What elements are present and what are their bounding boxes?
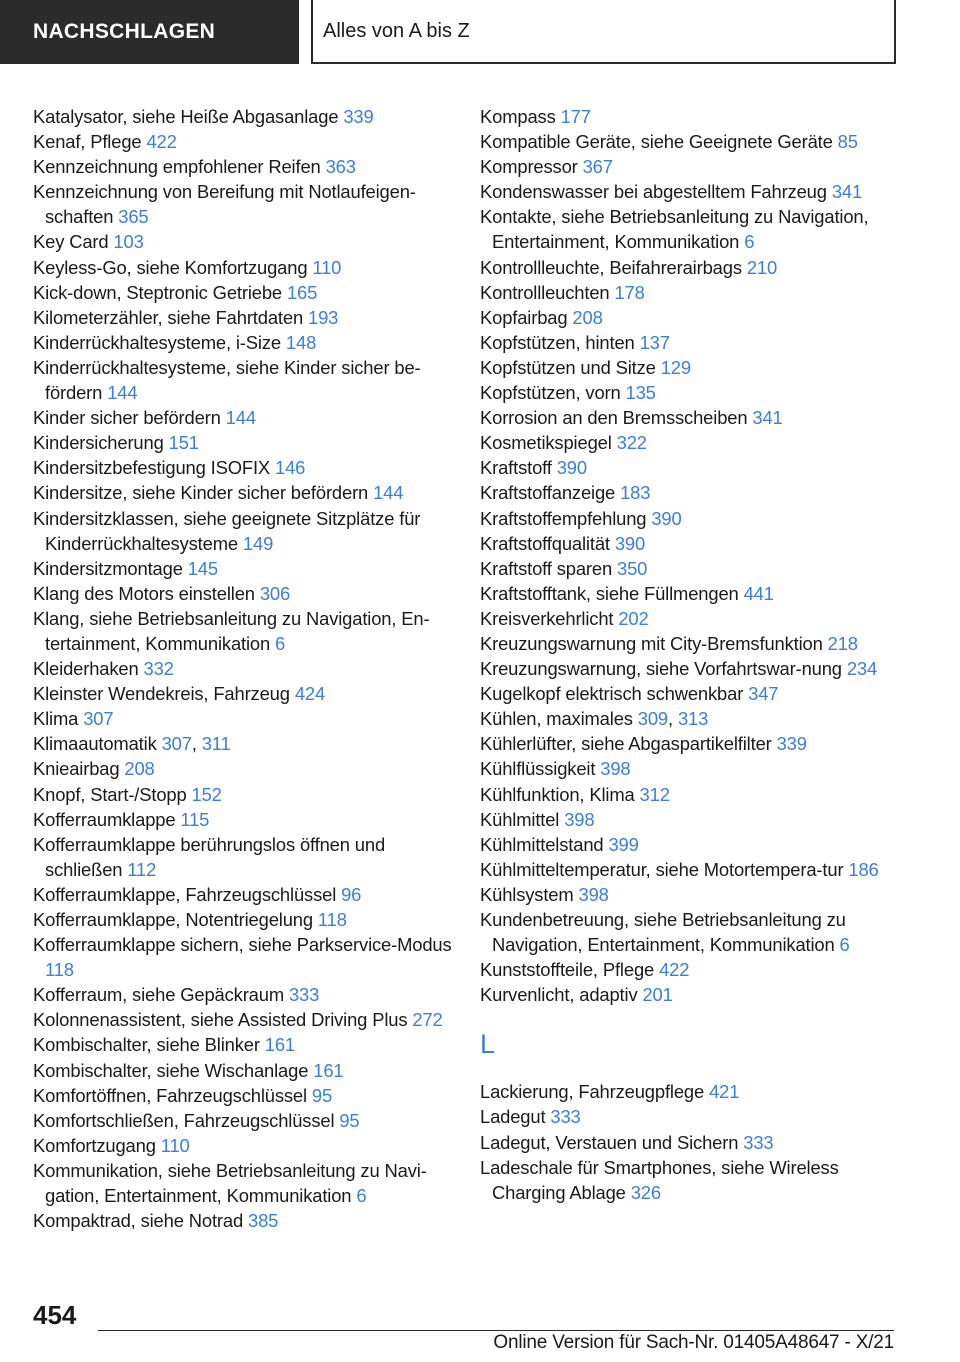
index-term: Kofferraumklappe, Notentriegelung — [33, 909, 318, 930]
index-entry — [480, 305, 910, 330]
index-entry — [33, 982, 463, 1007]
page-link[interactable]: 210 — [746, 256, 778, 278]
page-link[interactable]: 422 — [146, 131, 177, 153]
index-term: Kinderrückhaltesysteme, i-Size — [33, 331, 286, 353]
page-link[interactable]: 165 — [286, 281, 318, 303]
index-term: Kühlen, maximales — [480, 708, 638, 730]
index-term: Kofferraum, siehe Gepäckraum — [33, 984, 289, 1006]
index-term: Knieairbag — [33, 758, 125, 780]
index-entry — [33, 355, 463, 405]
page-link[interactable]: 6 — [839, 934, 850, 956]
index-term: Kühlfunktion, Klima — [480, 783, 640, 805]
page-link[interactable]: 115 — [180, 808, 210, 830]
page-link[interactable]: 398 — [600, 758, 631, 780]
page-link[interactable]: 341 — [831, 181, 863, 203]
index-entry — [33, 807, 463, 832]
index-entry — [33, 179, 463, 229]
page-link[interactable]: 347 — [748, 683, 779, 705]
page-link[interactable]: 312 — [639, 783, 670, 805]
index-term: Kontrollleuchte, Beifahrerairbags — [480, 256, 747, 278]
index-term: Kilometerzähler, siehe Fahrtdaten — [33, 306, 308, 328]
index-term: Kraftstoffempfehlung — [480, 507, 652, 529]
page-link[interactable]: 112 — [127, 858, 157, 880]
index-term: Kinder sicher befördern — [33, 407, 226, 429]
index-entry — [33, 129, 463, 154]
index-term: Klimaautomatik — [33, 733, 162, 755]
index-entry — [480, 756, 910, 781]
index-term: Kraftstofftank, siehe Füllmengen — [480, 582, 744, 604]
index-term: Kraftstoff — [480, 457, 557, 479]
page-link[interactable]: 390 — [614, 532, 646, 554]
index-entry — [480, 104, 910, 129]
page-link[interactable]: 234 — [846, 658, 878, 680]
index-entry — [33, 480, 463, 505]
index-term: Kühlflüssigkeit — [480, 758, 601, 780]
page-link[interactable]: 367 — [582, 156, 613, 178]
page-link[interactable]: 398 — [578, 883, 609, 905]
index-entry — [480, 531, 910, 556]
index-term: Kommunikation, siehe Betriebsanleitung zu Navi-gation, Entertainment, Kommunikation — [33, 1159, 427, 1207]
page-link[interactable]: 313 — [677, 708, 709, 730]
index-entry — [33, 506, 463, 556]
index-entry — [33, 1158, 463, 1208]
page-link[interactable]: 177 — [560, 106, 591, 127]
page-link[interactable]: 129 — [660, 356, 691, 378]
index-term: Kopfstützen und Sitze — [480, 356, 661, 378]
index-term: Kühlerlüfter, siehe Abgaspartikelfilter — [480, 733, 777, 755]
page-link[interactable]: 96 — [341, 883, 362, 905]
index-entry — [33, 907, 463, 932]
index-entry — [480, 204, 910, 254]
index-term: Kindersitzmontage — [33, 557, 188, 579]
page-link[interactable]: 441 — [743, 582, 774, 604]
index-term: Kofferraumklappe berührungslos öffnen und schließen — [33, 833, 386, 880]
page-link[interactable]: 110 — [312, 256, 342, 278]
index-entry — [480, 280, 910, 305]
index-term: Kompaktrad, siehe Notrad — [33, 1210, 249, 1232]
page-link[interactable]: 6 — [275, 632, 286, 654]
index-term: Kompressor — [480, 156, 583, 178]
page-link[interactable]: 322 — [616, 432, 647, 454]
index-term: Kühlmittel — [480, 808, 565, 830]
index-term: Lackierung, Fahrzeugpflege — [480, 1081, 710, 1103]
index-entry — [33, 430, 463, 455]
index-entry — [480, 581, 910, 606]
page-link[interactable]: 149 — [242, 532, 274, 554]
index-term: Kindersitzbefestigung ISOFIX — [33, 457, 276, 479]
index-term: Ladegut, Verstauen und Sichern — [480, 1131, 744, 1153]
page-link[interactable]: 145 — [187, 557, 218, 579]
index-term: Kolonnenassistent, siehe Assisted Driving Plus — [33, 1009, 413, 1031]
index-term: Katalysator, siehe Heiße Abgasanlage — [33, 106, 344, 127]
page-link[interactable]: 398 — [564, 808, 595, 830]
index-term: Keyless-Go, siehe Komfortzugang — [33, 256, 313, 278]
index-entry — [33, 1208, 463, 1233]
index-term: Kraftstoff sparen — [480, 557, 618, 579]
footer-divider — [98, 1330, 894, 1331]
index-entry — [33, 832, 463, 882]
page-link[interactable]: 350 — [617, 557, 648, 579]
index-term: Kosmetikspiegel — [480, 432, 617, 454]
page-link[interactable]: 399 — [608, 833, 639, 855]
index-entry — [480, 179, 910, 204]
page-link[interactable]: 135 — [625, 382, 656, 404]
chapter-title: Alles von A bis Z — [311, 0, 896, 64]
index-entry — [33, 255, 463, 280]
page-link[interactable]: 385 — [248, 1210, 279, 1232]
index-term: Klang des Motors einstellen — [33, 582, 260, 604]
index-entry — [33, 706, 463, 731]
page-link[interactable]: 272 — [412, 1009, 443, 1031]
page-link[interactable]: 95 — [311, 1084, 333, 1106]
page-link[interactable]: 390 — [556, 457, 587, 479]
index-entry — [33, 556, 463, 581]
index-column-left — [33, 104, 463, 1233]
index-term: Kompass — [480, 106, 561, 127]
index-term: Key Card — [33, 231, 114, 253]
index-entry — [33, 280, 463, 305]
index-entry — [480, 1104, 910, 1129]
page-link[interactable]: 341 — [752, 407, 783, 429]
index-entry — [480, 129, 910, 154]
index-entry — [480, 782, 910, 807]
page-link[interactable]: 307 — [83, 708, 114, 730]
index-entry — [480, 606, 910, 631]
index-entry — [480, 1130, 910, 1155]
page-link[interactable]: 6 — [356, 1185, 367, 1207]
index-entry — [33, 656, 463, 681]
index-entry — [33, 882, 463, 907]
index-entry — [480, 1155, 910, 1205]
index-entry — [33, 405, 463, 430]
index-term: Kondenswasser bei abgestelltem Fahrzeug — [480, 181, 832, 203]
index-term: Kundenbetreuung, siehe Betriebsanleitung zu Navigation, Entertainment, Kommunikation — [480, 909, 846, 956]
page-link[interactable]: 137 — [639, 331, 670, 353]
page-link[interactable]: 333 — [743, 1131, 774, 1153]
page-link[interactable]: 144 — [225, 407, 256, 429]
index-term: Komfortschließen, Fahrzeugschlüssel — [33, 1109, 340, 1131]
index-term: Kofferraumklappe — [33, 808, 181, 830]
index-term: Kreisverkehrlicht — [480, 607, 619, 629]
index-term: Kleinster Wendekreis, Fahrzeug — [33, 683, 295, 705]
index-term: Kunststoffteile, Pflege — [480, 959, 660, 981]
page-link[interactable]: 201 — [642, 984, 673, 1006]
page-link[interactable]: 363 — [325, 156, 356, 178]
index-term: Kick-down, Steptronic Getriebe — [33, 281, 287, 303]
page-link[interactable]: 144 — [373, 482, 404, 504]
index-term: Knopf, Start-/Stopp — [33, 783, 192, 805]
page-number: 454 — [33, 1300, 77, 1330]
index-entry — [33, 932, 463, 982]
page-link[interactable]: 178 — [614, 281, 645, 303]
index-term: Kühlmittelstand — [480, 833, 609, 855]
index-entry: Kühlen, maximales 309, 313 — [480, 708, 709, 730]
page-link[interactable]: 146 — [275, 457, 306, 479]
page-link[interactable]: 183 — [620, 482, 651, 504]
index-term: Kopfstützen, vorn — [480, 382, 626, 404]
index-term: Klima — [33, 708, 84, 730]
footer-version: Online Version für Sach-Nr. 01405A48647 - X/21 — [493, 1332, 894, 1353]
index-term: Kindersicherung — [33, 432, 169, 454]
index-term: Kindersitzklassen, siehe geeignete Sitzplätze für Kinderrückhaltesysteme — [33, 507, 421, 554]
index-entry — [33, 1108, 463, 1133]
page-link[interactable]: 390 — [651, 507, 682, 529]
page-link[interactable]: 333 — [550, 1106, 581, 1128]
index-entry — [480, 731, 910, 756]
page-link[interactable]: 152 — [191, 783, 222, 805]
page-link[interactable]: 309 — [637, 708, 669, 730]
index-term: Kinderrückhaltesysteme, siehe Kinder sicher be-fördern — [33, 356, 421, 404]
index-entry — [33, 581, 463, 606]
index-entry — [480, 982, 910, 1007]
index-entry — [480, 1079, 910, 1104]
page-link[interactable]: 110 — [160, 1134, 190, 1156]
index-entry — [33, 606, 463, 656]
page-link[interactable]: 218 — [827, 632, 858, 654]
index-entry — [480, 832, 910, 857]
index-term: Kopfairbag — [480, 306, 573, 328]
index-entry — [33, 154, 463, 179]
index-entry — [480, 681, 910, 706]
index-entry — [480, 330, 910, 355]
page-link[interactable]: 186 — [848, 858, 879, 880]
index-entry — [33, 455, 463, 480]
page-link[interactable]: 365 — [118, 206, 149, 228]
index-entry — [480, 506, 910, 531]
index-term: Kreuzungswarnung, siehe Vorfahrtswar-nung — [480, 658, 847, 680]
index-term: Kühlmitteltemperatur, siehe Motortempera-tur — [480, 858, 849, 880]
index-entry — [480, 154, 910, 179]
page-header — [0, 0, 960, 64]
page-link[interactable]: 311 — [201, 733, 231, 755]
index-term: Kofferraumklappe, Fahrzeugschlüssel — [33, 883, 342, 905]
page-link[interactable]: 202 — [618, 607, 649, 629]
page-link[interactable]: 306 — [259, 582, 291, 604]
page-link[interactable]: 151 — [168, 432, 199, 454]
page-link[interactable]: 148 — [285, 331, 317, 353]
index-entry — [33, 1032, 463, 1057]
index-entry — [33, 782, 463, 807]
index-term: Kleiderhaken — [33, 658, 144, 680]
index-term: Kennzeichnung von Bereifung mit Notlaufeigen-schaften — [33, 181, 416, 228]
index-term: Kombischalter, siehe Blinker — [33, 1034, 265, 1056]
index-entry — [480, 405, 910, 430]
index-entry — [480, 480, 910, 505]
index-entry — [480, 882, 910, 907]
page-link[interactable]: 421 — [709, 1081, 740, 1103]
page-link[interactable]: 333 — [288, 984, 320, 1006]
index-entry: Klimaautomatik 307, 311 — [33, 733, 231, 755]
index-term: Kugelkopf elektrisch schwenkbar — [480, 683, 749, 705]
page-link[interactable]: 339 — [343, 106, 374, 127]
page-link[interactable]: 118 — [317, 909, 347, 930]
index-term: Klang, siehe Betriebsanleitung zu Navigation, En-tertainment, Kommunikation — [33, 607, 430, 654]
index-term: Kennzeichnung empfohlener Reifen — [33, 156, 326, 178]
index-term: Kompatible Geräte, siehe Geeignete Geräte — [480, 131, 838, 153]
index-entry — [33, 229, 463, 254]
index-term: Ladeschale für Smartphones, siehe Wireless Charging Ablage — [480, 1156, 839, 1203]
index-entry — [33, 1133, 463, 1158]
index-entry — [480, 631, 910, 656]
index-term: Kontrollleuchten — [480, 281, 615, 303]
index-term: Korrosion an den Bremsscheiben — [480, 407, 753, 429]
index-entry — [480, 857, 910, 882]
page-link[interactable]: 144 — [107, 382, 138, 404]
index-entry — [480, 430, 910, 455]
index-term: Kombischalter, siehe Wischanlage — [33, 1059, 314, 1081]
page-link[interactable]: 95 — [339, 1109, 360, 1131]
index-entry — [480, 455, 910, 480]
section-letter: L — [480, 1029, 496, 1060]
index-entry — [33, 104, 463, 129]
index-entry — [480, 656, 910, 681]
page-link[interactable]: 208 — [124, 758, 155, 780]
index-term: Kofferraumklappe sichern, siehe Parkservice-Modus — [33, 934, 452, 956]
index-entry — [480, 355, 910, 380]
index-term: Kraftstoffqualität — [480, 532, 615, 554]
page-link[interactable]: 85 — [837, 131, 858, 153]
index-entry — [480, 957, 910, 982]
page-link[interactable]: 422 — [659, 959, 690, 981]
index-entry — [480, 807, 910, 832]
page-link[interactable]: 326 — [630, 1181, 661, 1203]
index-entry — [480, 255, 910, 280]
index-term: Kontakte, siehe Betriebsanleitung zu Navigation, Entertainment, Kommunikation — [480, 206, 869, 253]
index-term: Kopfstützen, hinten — [480, 331, 640, 353]
index-term: Komfortzugang — [33, 1134, 161, 1156]
index-entry — [480, 907, 910, 957]
index-entry — [480, 380, 910, 405]
index-entry — [33, 305, 463, 330]
page-link[interactable]: 339 — [776, 733, 807, 755]
page-link[interactable]: 208 — [572, 306, 603, 328]
page-link[interactable]: 193 — [308, 306, 339, 328]
index-entry — [33, 330, 463, 355]
index-term: Kurvenlicht, adaptiv — [480, 984, 643, 1006]
page-link[interactable]: 161 — [264, 1034, 296, 1056]
index-entry — [33, 1058, 463, 1083]
index-term: Ladegut — [480, 1106, 551, 1128]
page-link[interactable]: 332 — [143, 658, 174, 680]
index-term: Kindersitze, siehe Kinder sicher befördern — [33, 482, 374, 504]
index-entry — [33, 1083, 463, 1108]
section-tab: NACHSCHLAGEN — [0, 0, 299, 64]
index-entry — [33, 756, 463, 781]
index-entry — [480, 556, 910, 581]
index-term: Kenaf, Pflege — [33, 131, 147, 153]
index-term: Kraftstoffanzeige — [480, 482, 621, 504]
page-link[interactable]: 6 — [744, 231, 755, 253]
page-link[interactable]: 161 — [313, 1059, 344, 1081]
page-link[interactable]: 103 — [113, 231, 144, 253]
index-term: Komfortöffnen, Fahrzeugschlüssel — [33, 1084, 312, 1106]
page-link[interactable]: 118 — [45, 959, 74, 981]
index-entry — [33, 681, 463, 706]
page-link[interactable]: 424 — [294, 683, 326, 705]
page-link[interactable]: 307 — [161, 733, 192, 755]
index-entry — [33, 1007, 463, 1032]
index-column-right — [480, 104, 910, 1205]
index-term: Kühlsystem — [480, 883, 579, 905]
index-term: Kreuzungswarnung mit City-Bremsfunktion — [480, 632, 828, 654]
